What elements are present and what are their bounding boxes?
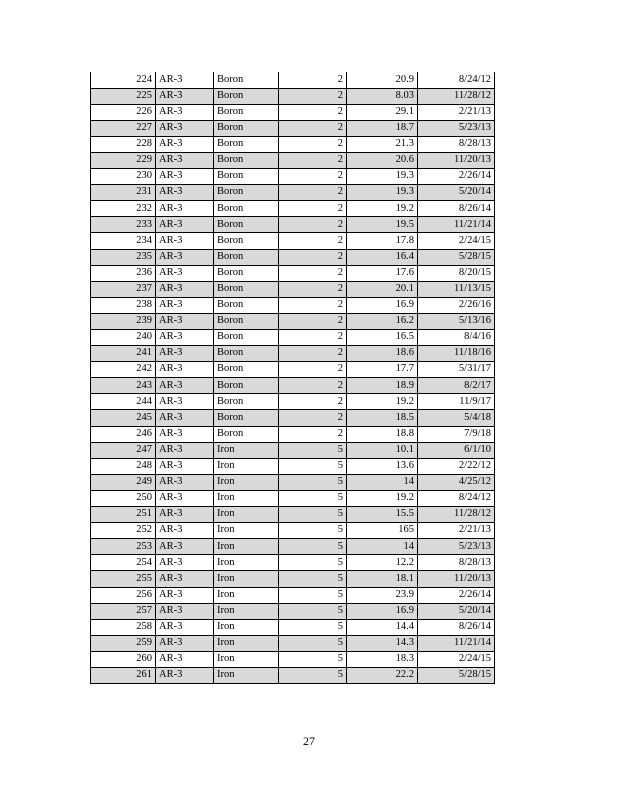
date-cell: 8/2/17 [418, 378, 495, 394]
table-row [91, 523, 495, 539]
result-cell: 14 [347, 474, 418, 490]
parameter-cell: Iron [214, 539, 279, 555]
well-id-cell: AR-3 [156, 442, 214, 458]
well-id-cell: AR-3 [156, 587, 214, 603]
result-cell: 20.6 [347, 152, 418, 168]
row-number-cell: 232 [91, 201, 156, 217]
limit-cell: 2 [279, 281, 347, 297]
well-id-cell: AR-3 [156, 233, 214, 249]
result-cell: 18.3 [347, 651, 418, 667]
limit-cell: 5 [279, 603, 347, 619]
row-number-cell: 239 [91, 313, 156, 329]
well-id-cell: AR-3 [156, 635, 214, 651]
row-number-cell: 252 [91, 523, 156, 539]
parameter-cell: Boron [214, 394, 279, 410]
row-number-cell: 250 [91, 490, 156, 506]
parameter-cell: Iron [214, 635, 279, 651]
result-cell: 10.1 [347, 442, 418, 458]
table-row [91, 185, 495, 201]
parameter-cell: Iron [214, 619, 279, 635]
table-row [91, 136, 495, 152]
limit-cell: 5 [279, 490, 347, 506]
date-cell: 8/20/15 [418, 265, 495, 281]
well-id-cell: AR-3 [156, 378, 214, 394]
parameter-cell: Boron [214, 426, 279, 442]
result-cell: 12.2 [347, 555, 418, 571]
parameter-cell: Boron [214, 346, 279, 362]
parameter-cell: Boron [214, 136, 279, 152]
well-id-cell: AR-3 [156, 88, 214, 104]
date-cell: 2/21/13 [418, 104, 495, 120]
result-cell: 14 [347, 539, 418, 555]
result-cell: 17.6 [347, 265, 418, 281]
date-cell: 2/26/14 [418, 587, 495, 603]
parameter-cell: Boron [214, 265, 279, 281]
well-id-cell: AR-3 [156, 490, 214, 506]
parameter-cell: Boron [214, 88, 279, 104]
parameter-cell: Iron [214, 474, 279, 490]
result-cell: 16.5 [347, 330, 418, 346]
table-row [91, 297, 495, 313]
table-row [91, 426, 495, 442]
well-id-cell: AR-3 [156, 603, 214, 619]
row-number-cell: 261 [91, 667, 156, 683]
table-row [91, 651, 495, 667]
limit-cell: 2 [279, 233, 347, 249]
row-number-cell: 242 [91, 362, 156, 378]
parameter-cell: Boron [214, 152, 279, 168]
page-number: 27 [303, 734, 315, 748]
table-row [91, 603, 495, 619]
parameter-cell: Boron [214, 313, 279, 329]
table-row [91, 104, 495, 120]
row-number-cell: 251 [91, 507, 156, 523]
parameter-cell: Boron [214, 217, 279, 233]
well-id-cell: AR-3 [156, 169, 214, 185]
parameter-cell: Boron [214, 378, 279, 394]
row-number-cell: 248 [91, 458, 156, 474]
table-row [91, 330, 495, 346]
table-row [91, 507, 495, 523]
table-row [91, 152, 495, 168]
date-cell: 11/21/14 [418, 217, 495, 233]
row-number-cell: 228 [91, 136, 156, 152]
date-cell: 8/4/16 [418, 330, 495, 346]
well-id-cell: AR-3 [156, 297, 214, 313]
limit-cell: 5 [279, 571, 347, 587]
parameter-cell: Iron [214, 523, 279, 539]
row-number-cell: 229 [91, 152, 156, 168]
well-id-cell: AR-3 [156, 104, 214, 120]
parameter-cell: Boron [214, 201, 279, 217]
date-cell: 11/28/12 [418, 507, 495, 523]
date-cell: 7/9/18 [418, 426, 495, 442]
table-row [91, 217, 495, 233]
row-number-cell: 241 [91, 346, 156, 362]
well-id-cell: AR-3 [156, 474, 214, 490]
limit-cell: 2 [279, 152, 347, 168]
row-number-cell: 253 [91, 539, 156, 555]
row-number-cell: 235 [91, 249, 156, 265]
date-cell: 11/20/13 [418, 152, 495, 168]
limit-cell: 2 [279, 88, 347, 104]
parameter-cell: Boron [214, 330, 279, 346]
parameter-cell: Boron [214, 249, 279, 265]
row-number-cell: 225 [91, 88, 156, 104]
row-number-cell: 238 [91, 297, 156, 313]
row-number-cell: 226 [91, 104, 156, 120]
limit-cell: 2 [279, 120, 347, 136]
table-row [91, 555, 495, 571]
date-cell: 8/28/13 [418, 555, 495, 571]
well-id-cell: AR-3 [156, 330, 214, 346]
parameter-cell: Boron [214, 281, 279, 297]
limit-cell: 2 [279, 136, 347, 152]
table-row [91, 378, 495, 394]
row-number-cell: 247 [91, 442, 156, 458]
result-cell: 15.5 [347, 507, 418, 523]
parameter-cell: Boron [214, 185, 279, 201]
table-row [91, 635, 495, 651]
limit-cell: 2 [279, 313, 347, 329]
parameter-cell: Boron [214, 104, 279, 120]
limit-cell: 5 [279, 458, 347, 474]
row-number-cell: 231 [91, 185, 156, 201]
result-cell: 16.9 [347, 603, 418, 619]
row-number-cell: 236 [91, 265, 156, 281]
parameter-cell: Boron [214, 297, 279, 313]
date-cell: 5/20/14 [418, 185, 495, 201]
table-row [91, 474, 495, 490]
parameter-cell: Iron [214, 667, 279, 683]
well-id-cell: AR-3 [156, 651, 214, 667]
result-cell: 17.7 [347, 362, 418, 378]
well-id-cell: AR-3 [156, 571, 214, 587]
table-row [91, 72, 495, 88]
result-cell: 18.9 [347, 378, 418, 394]
well-id-cell: AR-3 [156, 523, 214, 539]
table-row [91, 619, 495, 635]
row-number-cell: 249 [91, 474, 156, 490]
well-id-cell: AR-3 [156, 265, 214, 281]
well-id-cell: AR-3 [156, 507, 214, 523]
limit-cell: 2 [279, 394, 347, 410]
date-cell: 8/24/12 [418, 490, 495, 506]
limit-cell: 2 [279, 201, 347, 217]
date-cell: 5/28/15 [418, 667, 495, 683]
date-cell: 5/13/16 [418, 313, 495, 329]
well-id-cell: AR-3 [156, 72, 214, 88]
well-id-cell: AR-3 [156, 346, 214, 362]
result-cell: 13.6 [347, 458, 418, 474]
limit-cell: 2 [279, 169, 347, 185]
limit-cell: 2 [279, 249, 347, 265]
parameter-cell: Iron [214, 651, 279, 667]
date-cell: 11/20/13 [418, 571, 495, 587]
table-row [91, 667, 495, 683]
parameter-cell: Iron [214, 458, 279, 474]
well-id-cell: AR-3 [156, 539, 214, 555]
date-cell: 5/23/13 [418, 120, 495, 136]
parameter-cell: Iron [214, 555, 279, 571]
row-number-cell: 259 [91, 635, 156, 651]
well-id-cell: AR-3 [156, 136, 214, 152]
date-cell: 8/26/14 [418, 619, 495, 635]
row-number-cell: 254 [91, 555, 156, 571]
date-cell: 2/24/15 [418, 651, 495, 667]
table-row [91, 120, 495, 136]
parameter-cell: Boron [214, 72, 279, 88]
row-number-cell: 257 [91, 603, 156, 619]
table-row [91, 410, 495, 426]
date-cell: 8/26/14 [418, 201, 495, 217]
well-id-cell: AR-3 [156, 362, 214, 378]
well-id-cell: AR-3 [156, 555, 214, 571]
result-cell: 18.1 [347, 571, 418, 587]
result-cell: 18.6 [347, 346, 418, 362]
limit-cell: 2 [279, 104, 347, 120]
row-number-cell: 244 [91, 394, 156, 410]
table-row [91, 587, 495, 603]
table-row [91, 346, 495, 362]
row-number-cell: 245 [91, 410, 156, 426]
date-cell: 2/21/13 [418, 523, 495, 539]
parameter-cell: Iron [214, 507, 279, 523]
limit-cell: 2 [279, 72, 347, 88]
result-cell: 14.4 [347, 619, 418, 635]
well-id-cell: AR-3 [156, 152, 214, 168]
row-number-cell: 230 [91, 169, 156, 185]
table-row [91, 169, 495, 185]
parameter-cell: Iron [214, 587, 279, 603]
limit-cell: 5 [279, 474, 347, 490]
limit-cell: 5 [279, 587, 347, 603]
result-cell: 16.2 [347, 313, 418, 329]
result-cell: 18.7 [347, 120, 418, 136]
table-row [91, 88, 495, 104]
result-cell: 18.8 [347, 426, 418, 442]
result-cell: 17.8 [347, 233, 418, 249]
row-number-cell: 243 [91, 378, 156, 394]
date-cell: 6/1/10 [418, 442, 495, 458]
well-id-cell: AR-3 [156, 313, 214, 329]
limit-cell: 5 [279, 523, 347, 539]
limit-cell: 2 [279, 217, 347, 233]
well-id-cell: AR-3 [156, 458, 214, 474]
row-number-cell: 224 [91, 72, 156, 88]
row-number-cell: 234 [91, 233, 156, 249]
date-cell: 8/28/13 [418, 136, 495, 152]
row-number-cell: 256 [91, 587, 156, 603]
well-id-cell: AR-3 [156, 426, 214, 442]
row-number-cell: 255 [91, 571, 156, 587]
limit-cell: 2 [279, 362, 347, 378]
well-id-cell: AR-3 [156, 249, 214, 265]
limit-cell: 2 [279, 426, 347, 442]
date-cell: 2/24/15 [418, 233, 495, 249]
limit-cell: 2 [279, 330, 347, 346]
row-number-cell: 258 [91, 619, 156, 635]
limit-cell: 5 [279, 539, 347, 555]
table-row [91, 458, 495, 474]
limit-cell: 5 [279, 635, 347, 651]
result-cell: 21.3 [347, 136, 418, 152]
row-number-cell: 237 [91, 281, 156, 297]
date-cell: 5/31/17 [418, 362, 495, 378]
row-number-cell: 246 [91, 426, 156, 442]
parameter-cell: Boron [214, 410, 279, 426]
row-number-cell: 233 [91, 217, 156, 233]
results-table [90, 72, 495, 684]
date-cell: 11/18/16 [418, 346, 495, 362]
limit-cell: 5 [279, 651, 347, 667]
limit-cell: 5 [279, 555, 347, 571]
date-cell: 2/26/16 [418, 297, 495, 313]
date-cell: 5/4/18 [418, 410, 495, 426]
date-cell: 5/20/14 [418, 603, 495, 619]
parameter-cell: Boron [214, 362, 279, 378]
date-cell: 5/23/13 [418, 539, 495, 555]
limit-cell: 2 [279, 265, 347, 281]
result-cell: 18.5 [347, 410, 418, 426]
parameter-cell: Boron [214, 169, 279, 185]
result-cell: 19.3 [347, 169, 418, 185]
date-cell: 5/28/15 [418, 249, 495, 265]
result-cell: 19.2 [347, 394, 418, 410]
table-row [91, 362, 495, 378]
result-cell: 8.03 [347, 88, 418, 104]
parameter-cell: Iron [214, 571, 279, 587]
date-cell: 2/22/12 [418, 458, 495, 474]
well-id-cell: AR-3 [156, 619, 214, 635]
table-row [91, 442, 495, 458]
result-cell: 19.3 [347, 185, 418, 201]
result-cell: 20.1 [347, 281, 418, 297]
table-row [91, 313, 495, 329]
table-row [91, 201, 495, 217]
result-cell: 16.4 [347, 249, 418, 265]
parameter-cell: Boron [214, 120, 279, 136]
well-id-cell: AR-3 [156, 410, 214, 426]
parameter-cell: Iron [214, 603, 279, 619]
well-id-cell: AR-3 [156, 394, 214, 410]
result-cell: 19.5 [347, 217, 418, 233]
table-row [91, 233, 495, 249]
limit-cell: 5 [279, 619, 347, 635]
limit-cell: 2 [279, 185, 347, 201]
table-row [91, 539, 495, 555]
result-cell: 19.2 [347, 490, 418, 506]
limit-cell: 5 [279, 442, 347, 458]
parameter-cell: Boron [214, 233, 279, 249]
result-cell: 22.2 [347, 667, 418, 683]
table-row [91, 281, 495, 297]
row-number-cell: 240 [91, 330, 156, 346]
well-id-cell: AR-3 [156, 120, 214, 136]
table-row [91, 490, 495, 506]
date-cell: 8/24/12 [418, 72, 495, 88]
date-cell: 11/28/12 [418, 88, 495, 104]
result-cell: 19.2 [347, 201, 418, 217]
limit-cell: 2 [279, 410, 347, 426]
well-id-cell: AR-3 [156, 217, 214, 233]
well-id-cell: AR-3 [156, 185, 214, 201]
limit-cell: 5 [279, 507, 347, 523]
date-cell: 11/21/14 [418, 635, 495, 651]
table-row [91, 249, 495, 265]
result-cell: 23.9 [347, 587, 418, 603]
limit-cell: 2 [279, 378, 347, 394]
limit-cell: 5 [279, 667, 347, 683]
limit-cell: 2 [279, 346, 347, 362]
result-cell: 14.3 [347, 635, 418, 651]
table-row [91, 571, 495, 587]
result-cell: 29.1 [347, 104, 418, 120]
date-cell: 2/26/14 [418, 169, 495, 185]
result-cell: 20.9 [347, 72, 418, 88]
row-number-cell: 227 [91, 120, 156, 136]
date-cell: 4/25/12 [418, 474, 495, 490]
row-number-cell: 260 [91, 651, 156, 667]
well-id-cell: AR-3 [156, 667, 214, 683]
well-id-cell: AR-3 [156, 201, 214, 217]
parameter-cell: Iron [214, 490, 279, 506]
parameter-cell: Iron [214, 442, 279, 458]
result-cell: 16.9 [347, 297, 418, 313]
result-cell: 165 [347, 523, 418, 539]
date-cell: 11/13/15 [418, 281, 495, 297]
well-id-cell: AR-3 [156, 281, 214, 297]
table-row [91, 265, 495, 281]
date-cell: 11/9/17 [418, 394, 495, 410]
table-body [91, 72, 495, 684]
table-row [91, 394, 495, 410]
limit-cell: 2 [279, 297, 347, 313]
